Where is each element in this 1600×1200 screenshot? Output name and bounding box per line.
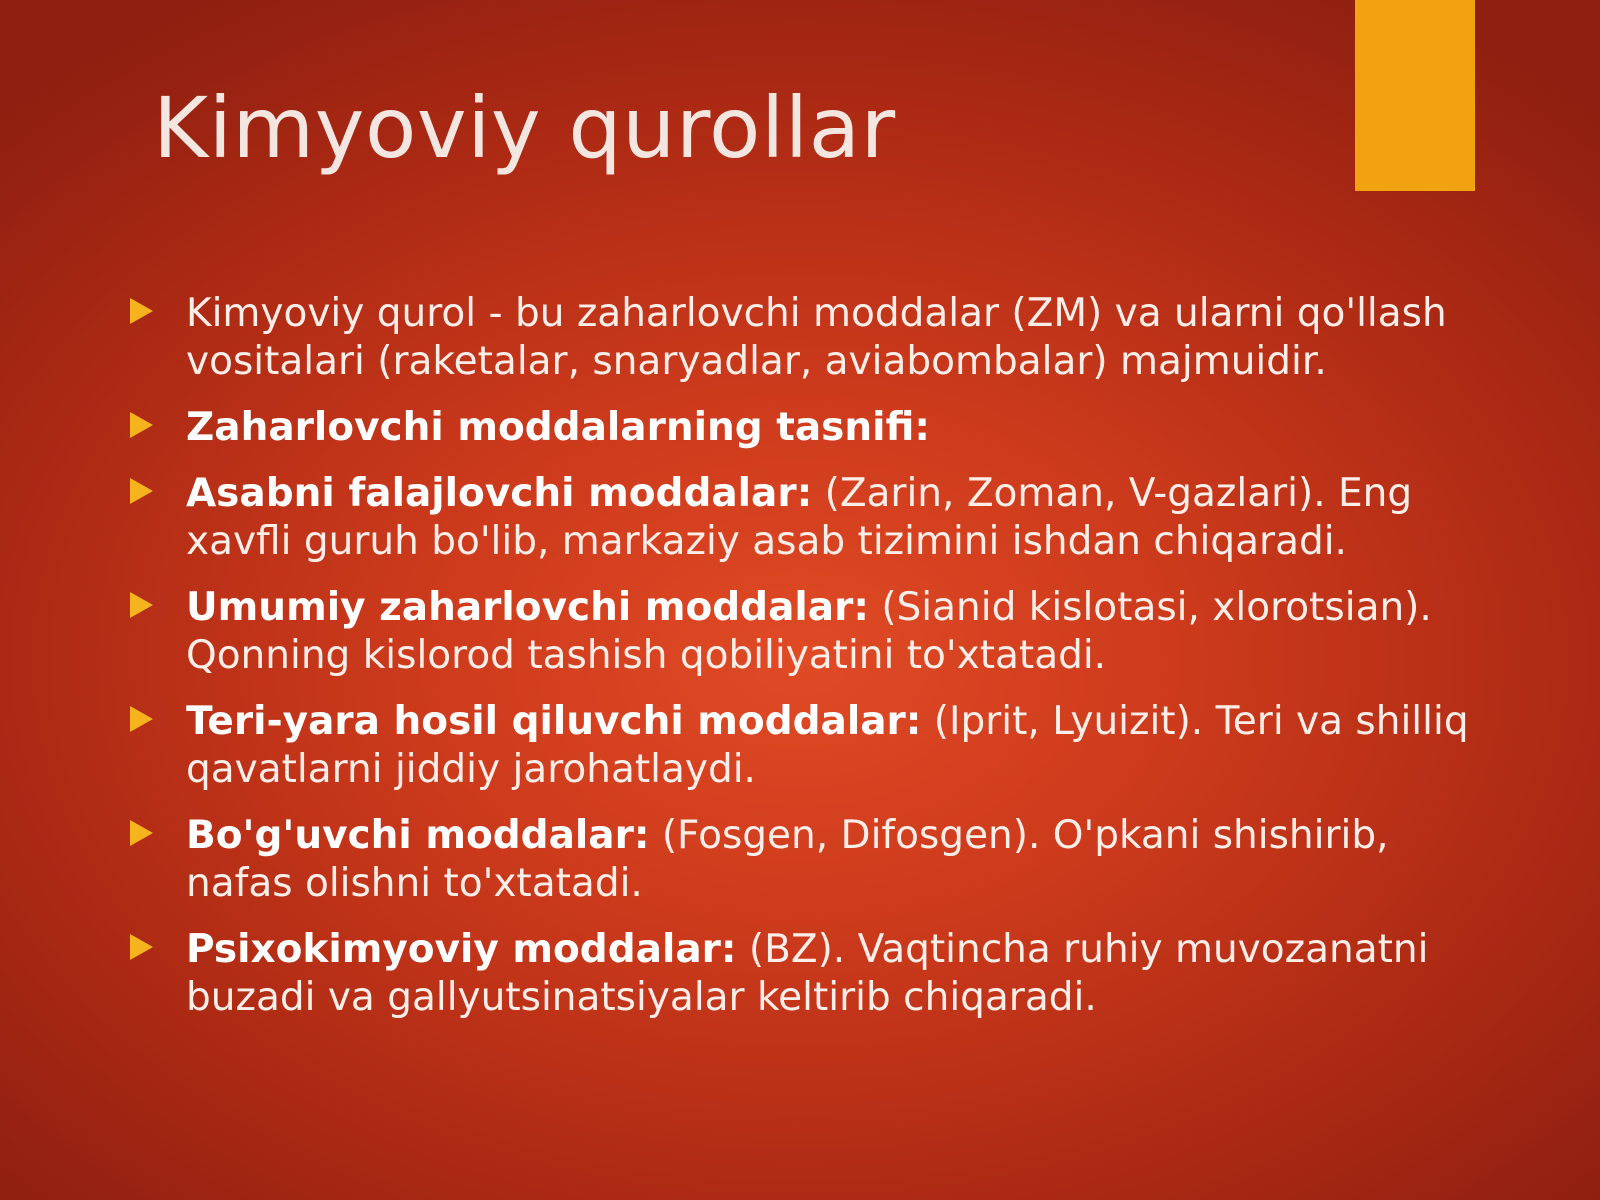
bullet-item-classification: [130, 404, 1490, 452]
bullet-text: Kimyoviy qurol - bu zaharlovchi moddalar (ZM) va ularni qo'llash vositalari (raketalar, snaryadlar, aviabombalar) majmuidir.: [186, 291, 1447, 384]
bullet-item-blood-agents: [130, 584, 1490, 680]
bullet-item-choking-agents: [130, 812, 1490, 908]
bullet-term: Umumiy zaharlovchi moddalar:: [186, 585, 869, 630]
bullet-arrow-icon: [130, 478, 153, 504]
bullet-arrow-icon: [130, 934, 153, 960]
bullet-item-psychochemical-agents: [130, 926, 1490, 1022]
accent-bar: [1355, 0, 1475, 191]
bullet-text: (Zarin, Zoman, V-gazlari). Eng xavfli guruh bo'lib, markaziy asab tizimini ishdan chiqaradi.: [186, 471, 1413, 564]
bullet-arrow-icon: [130, 820, 153, 846]
bullet-arrow-icon: [130, 706, 153, 732]
bullet-text: (Fosgen, Difosgen). O'pkani shishirib, nafas olishni to'xtatadi.: [186, 813, 1389, 906]
bullet-arrow-icon: [130, 298, 153, 324]
bullet-item-blister-agents: [130, 698, 1490, 794]
bullet-arrow-icon: [130, 412, 153, 438]
bullet-item-nerve-agents: [130, 470, 1490, 566]
bullet-text: (Iprit, Lyuizit). Teri va shilliq qavatlarni jiddiy jarohatlaydi.: [186, 699, 1469, 792]
bullet-text: (BZ). Vaqtincha ruhiy muvozanatni buzadi va gallyutsinatsiyalar keltirib chiqaradi.: [186, 927, 1429, 1020]
bullet-term: Asabni falajlovchi moddalar:: [186, 471, 813, 516]
slide-title: Kimyoviy qurollar: [153, 79, 896, 177]
bullet-arrow-icon: [130, 592, 153, 618]
bullet-text: (Sianid kislotasi, xlorotsian). Qonning kislorod tashish qobiliyatini to'xtatadi.: [186, 585, 1432, 678]
bullet-term: Psixokimyoviy moddalar:: [186, 927, 737, 972]
bullet-list: [130, 290, 1490, 1040]
bullet-term: Teri-yara hosil qiluvchi moddalar:: [186, 699, 922, 744]
bullet-item-definition: [130, 290, 1490, 386]
bullet-term: Zaharlovchi moddalarning tasnifi:: [186, 405, 931, 450]
bullet-term: Bo'g'uvchi moddalar:: [186, 813, 650, 858]
